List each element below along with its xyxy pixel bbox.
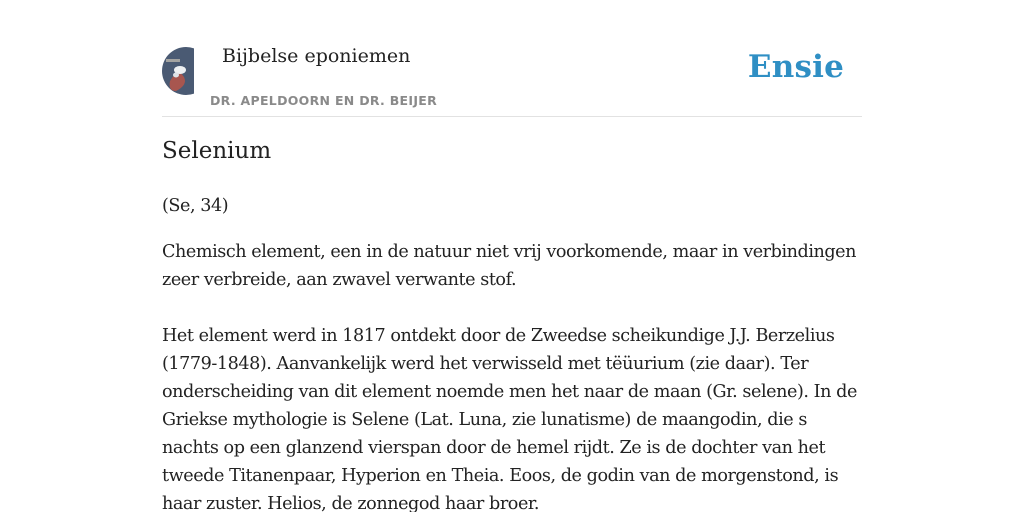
book-cover-icon[interactable] <box>162 47 194 95</box>
entry-title: Selenium <box>162 138 272 164</box>
source-header <box>162 40 862 117</box>
ensie-logo[interactable]: Ensie <box>747 49 844 85</box>
element-symbol: (Se, 34) <box>162 196 229 216</box>
entry-body <box>162 192 864 512</box>
source-title[interactable]: Bijbelse eponiemen <box>222 45 411 67</box>
entry-paragraph: Het element werd in 1817 ontdekt door de Zweedse scheikundige J.J. Berzelius (1779-1848). Aanvankelijk werd het verwisseld met tëüurium (zie daar). Ter onderscheiding van dit element noemde men het naar de maan (Gr. selene). In de Griekse mythologie is Selene (Lat. Luna, zie lunatisme) de maangodin, die s nachts op een glanzend vierspan door de hemel rijdt. Ze is de dochter van het tweede Titanenpaar, Hyperion en Theia. Eoos, de godin van de morgenstond, is haar zuster. Helios, de zonnegod haar broer. <box>162 326 857 512</box>
source-author[interactable]: DR. APELDOORN EN DR. BEIJER <box>210 93 438 108</box>
entry-paragraph: Chemisch element, een in de natuur niet vrij voorkomende, maar in verbindingen zeer verbreide, aan zwavel verwante stof. <box>162 242 857 290</box>
